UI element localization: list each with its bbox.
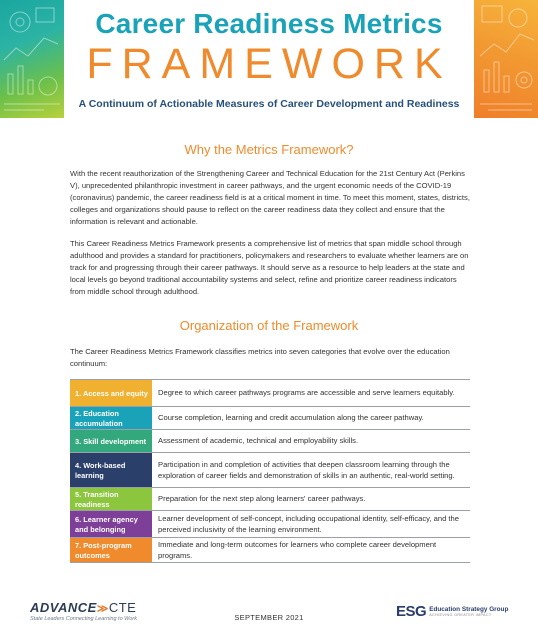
category-label: 2. Education accumulation (70, 407, 152, 429)
table-row (70, 406, 470, 429)
category-description: Assessment of academic, technical and employability skills. (158, 436, 359, 446)
why-paragraph-1: With the recent reauthorization of the Strengthening Career and Technical Education for the 21st Century Act (Perkins V), unprecedented philanthropic investment in career pathways, and the urgent economic needs of the COVID-19 (coronavirus) pandemic, the career readiness field is at a critical moment in time. To meet this moment, states, districts, colleges and organizations should pause to reflect on the career readiness data they collect and ensure that the information is relevant and actionable. (70, 169, 470, 227)
category-label: 4. Work-based learning (70, 453, 152, 487)
esg-mark: ESG (396, 603, 427, 620)
categories-table (70, 379, 470, 563)
chevrons-icon: ≫ (96, 603, 109, 615)
esg-name: Education Strategy Group (429, 606, 509, 613)
category-description: Preparation for the next step along learners' career pathways. (158, 494, 366, 504)
category-label: 1. Access and equity (70, 380, 152, 406)
table-row (70, 510, 470, 537)
table-row (70, 537, 470, 563)
advance-tagline: State Leaders Connecting Learning to Work (30, 616, 138, 622)
esg-tagline: ACHIEVING GREATER IMPACT (429, 613, 492, 617)
table-row (70, 452, 470, 487)
header (0, 0, 538, 122)
category-label: 6. Learner agency and belonging (70, 511, 152, 537)
publication-date: SEPTEMBER 2021 (234, 613, 304, 622)
category-label: 3. Skill development (70, 430, 152, 452)
why-heading: Why the Metrics Framework? (184, 142, 354, 157)
title-line-1: Career Readiness Metrics (95, 8, 443, 39)
category-description: Learner development of self-concept, including occupational identity, self-efficacy, and the perceived inclusivity of the learning environment. (158, 513, 459, 534)
why-paragraph-2: This Career Readiness Metrics Framework presents a comprehensive list of metrics that span middle school through adulthood and provides a standard for practitioners, policymakers and researchers to evaluate whether learners are on track for and progressing through their career pathways. It should serve as a resource to help leaders at the state and local levels go beyond traditional accountability systems and select, refine and prioritize career readiness indicators from middle school through adulthood. (70, 239, 469, 297)
advance-text: ADVANCE (30, 600, 97, 615)
title-line-2: FRAMEWORK (86, 40, 452, 88)
category-description: Course completion, learning and credit accumulation along the career pathway. (158, 413, 424, 423)
category-description: Participation in and completion of activities that deepen classroom learning through the exploration of career fields and demonstration of skills in an authentic, real-world setting. (158, 459, 455, 480)
category-description: Degree to which career pathways programs are accessible and serve learners equitably. (158, 388, 455, 398)
esg-logo (396, 603, 508, 620)
decorative-graphic-left (0, 0, 64, 118)
table-row (70, 379, 470, 406)
category-label: 7. Post-program outcomes (70, 538, 152, 562)
cte-text: CTE (108, 600, 137, 615)
category-label: 5. Transition readiness (70, 488, 152, 510)
subtitle: A Continuum of Actionable Measures of Career Development and Readiness (78, 98, 460, 110)
decorative-graphic-right (474, 0, 538, 118)
organization-heading: Organization of the Framework (179, 318, 359, 333)
category-description: Immediate and long-term outcomes for learners who complete career development programs. (158, 539, 437, 560)
organization-intro: The Career Readiness Metrics Framework classifies metrics into seven categories that evolve over the education continuum: (70, 347, 450, 369)
table-row (70, 487, 470, 510)
table-row (70, 429, 470, 452)
